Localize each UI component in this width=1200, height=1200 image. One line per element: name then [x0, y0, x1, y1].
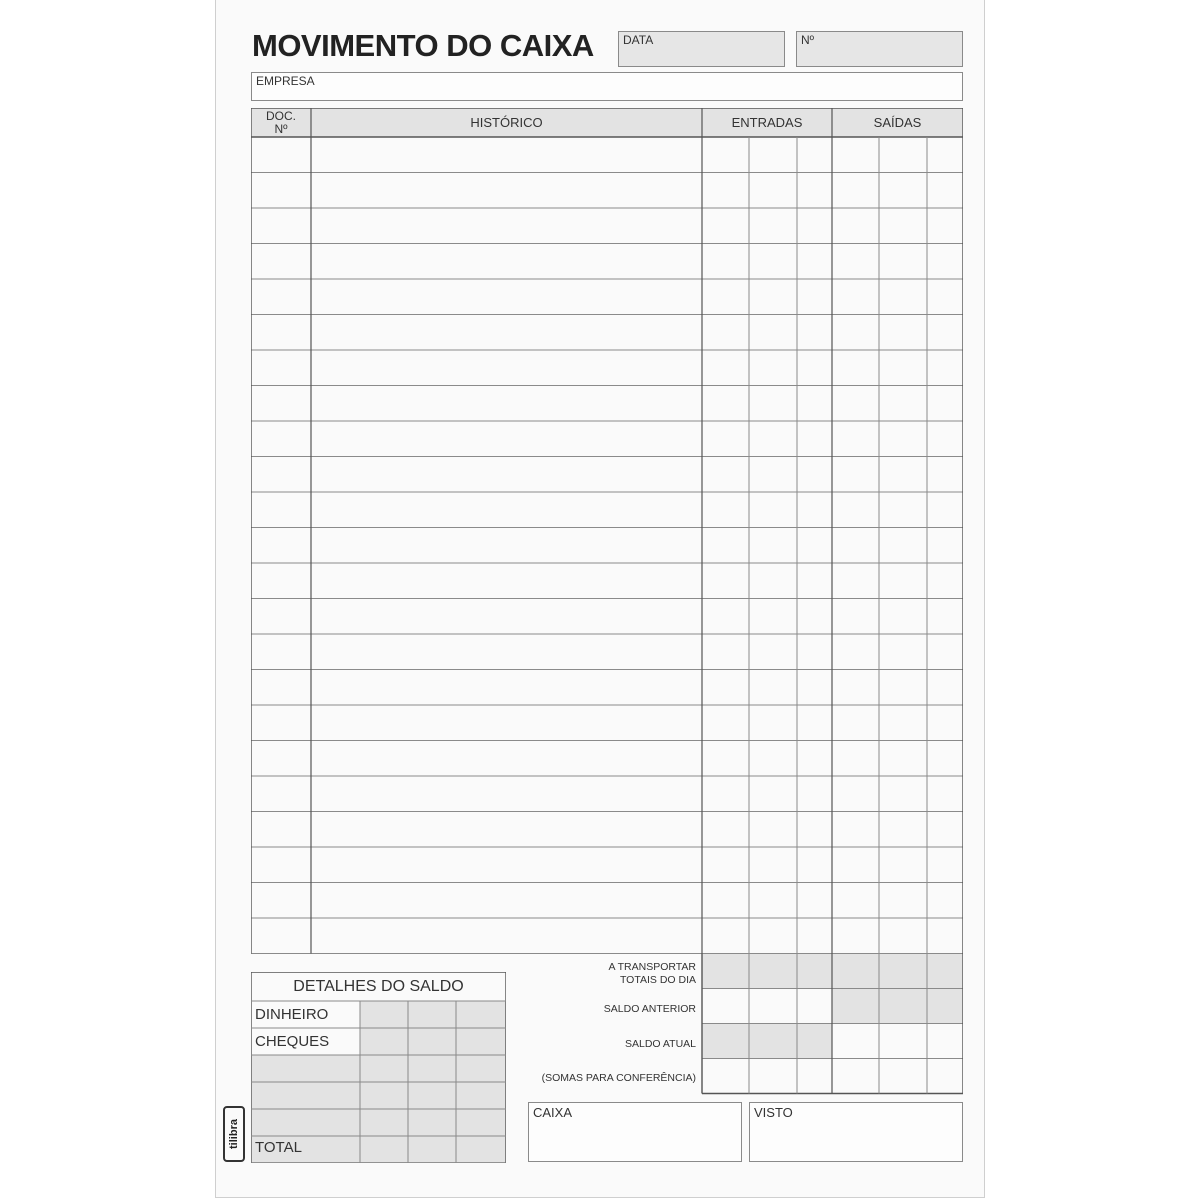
- tilibra-logo: [223, 1106, 245, 1162]
- totals-shaded-cell: [832, 954, 879, 989]
- dinheiro-label: DINHEIRO: [255, 1006, 329, 1023]
- totals-shaded-cell: [749, 954, 797, 989]
- totais-do-dia-label: TOTAIS DO DIA: [619, 974, 696, 986]
- totals-shaded-cell: [927, 954, 963, 989]
- totals-shaded-cell: [702, 954, 749, 989]
- saldo-value-cell: [360, 1082, 408, 1109]
- saldo-value-cell: [456, 1028, 506, 1055]
- detalhes-title: DETALHES DO SALDO: [293, 977, 464, 995]
- ledger-grid: [251, 108, 963, 1098]
- saldo-value-cell: [360, 1109, 408, 1136]
- saldo-value-cell: [456, 1082, 506, 1109]
- company-label: EMPRESA: [256, 74, 315, 88]
- entradas-header: ENTRADAS: [731, 115, 803, 130]
- saldo-value-cell: [456, 1109, 506, 1136]
- saldo-value-cell: [456, 1136, 506, 1163]
- saldo-value-cell: [456, 1001, 506, 1028]
- saldo-value-cell: [360, 1028, 408, 1055]
- number-field[interactable]: [796, 31, 963, 67]
- saldo-blank-cell: [251, 1109, 360, 1136]
- form-title: MOVIMENTO DO CAIXA: [252, 28, 594, 63]
- saldo-value-cell: [408, 1055, 456, 1082]
- saldo-atual-shaded-cell: [702, 1024, 749, 1059]
- historico-header: HISTÓRICO: [470, 115, 543, 130]
- saldo-value-cell: [360, 1055, 408, 1082]
- totals-shaded-cell: [879, 954, 927, 989]
- brand-text: tilibra: [228, 1119, 241, 1149]
- ledger-table: [251, 108, 963, 955]
- totals-shaded-cell: [797, 954, 832, 989]
- saldo-atual-shaded-cell: [749, 1024, 797, 1059]
- saidas-header: SAÍDAS: [873, 115, 922, 130]
- saldo-atual-label: SALDO ATUAL: [625, 1038, 696, 1050]
- date-field[interactable]: [618, 31, 785, 67]
- total-label: TOTAL: [255, 1139, 302, 1156]
- saldo-blank-cell: [251, 1082, 360, 1109]
- saldo-value-cell: [408, 1028, 456, 1055]
- saldo-anterior-label: SALDO ANTERIOR: [603, 1003, 696, 1015]
- saldo-value-cell: [360, 1001, 408, 1028]
- saldo-anterior-shaded-cell: [832, 989, 879, 1024]
- caixa-label: CAIXA: [533, 1105, 573, 1120]
- saldo-value-cell: [360, 1136, 408, 1163]
- visto-label: VISTO: [754, 1105, 793, 1120]
- saldo-anterior-shaded-cell: [879, 989, 927, 1024]
- cheques-label: CHEQUES: [255, 1033, 330, 1050]
- doc-header: DOC. Nº: [266, 108, 296, 136]
- saldo-value-cell: [408, 1109, 456, 1136]
- number-label: Nº: [801, 33, 815, 47]
- date-label: DATA: [623, 33, 654, 47]
- saldo-value-cell: [456, 1055, 506, 1082]
- company-field[interactable]: [251, 72, 963, 101]
- caixa-signature-box[interactable]: [528, 1102, 742, 1162]
- saldo-value-cell: [408, 1001, 456, 1028]
- detalhes-do-saldo: [251, 972, 506, 1163]
- saldo-value-cell: [408, 1082, 456, 1109]
- a-transportar-label: A TRANSPORTAR: [608, 961, 696, 973]
- visto-signature-box[interactable]: [749, 1102, 963, 1162]
- saldo-atual-shaded-cell: [797, 1024, 832, 1059]
- saldo-value-cell: [408, 1136, 456, 1163]
- saldo-anterior-shaded-cell: [927, 989, 963, 1024]
- somas-label: (SOMAS PARA CONFERÊNCIA): [541, 1072, 696, 1084]
- saldo-blank-cell: [251, 1055, 360, 1082]
